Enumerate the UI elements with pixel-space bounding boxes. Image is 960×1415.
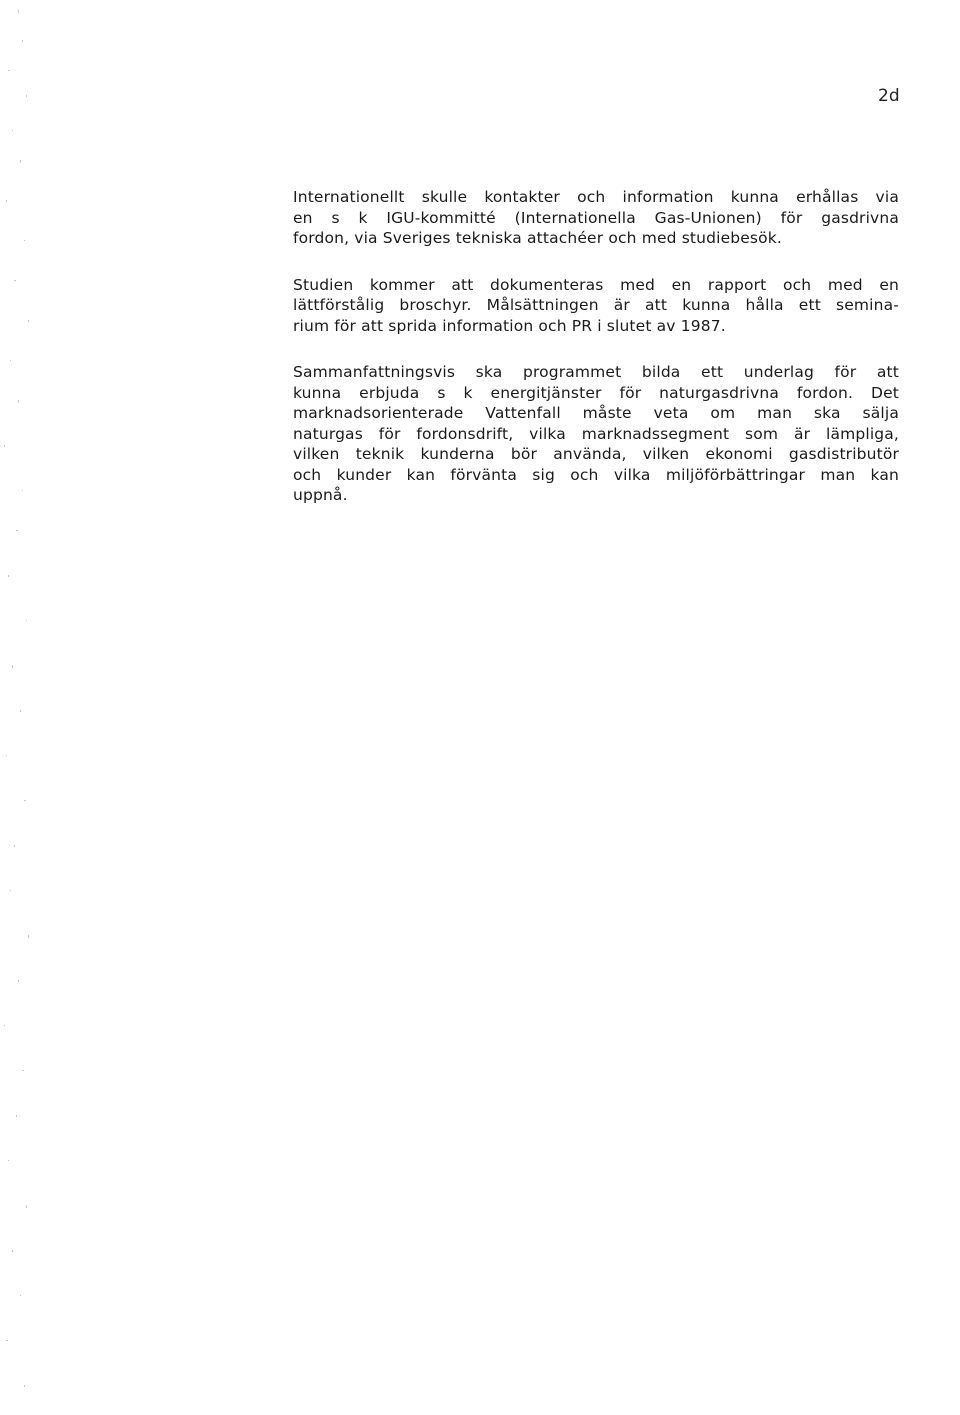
paragraph-line: naturgas för fordonsdrift, vilka marknadssegment som är lämpliga, [293,424,899,443]
paragraph-documentation [293,275,899,337]
paragraph-line: Studien kommer att dokumenteras med en rapport och med en [293,275,899,294]
paragraph-line: kunna erbjuda s k energitjänster för naturgasdrivna fordon. Det [293,383,899,402]
paragraph-line: Internationellt skulle kontakter och information kunna erhållas via [293,188,899,206]
body-text [293,187,899,506]
paragraph-international-contacts [293,187,899,249]
paragraph-line: vilken teknik kunderna bör använda, vilken ekonomi gasdistributör [293,445,899,463]
paragraph-line: och kunder kan förvänta sig och vilka miljöförbättringar man kan [293,465,899,484]
paragraph-line: lättförstålig broschyr. Målsättningen är att kunna hålla ett semina- [293,296,899,314]
paragraph-line: rium för att sprida information och PR i slutet av 1987. [293,316,726,335]
paragraph-spacer [293,336,899,362]
page-number: 2d [878,86,900,106]
paragraph-spacer [293,249,899,275]
paragraph-line: marknadsorienterade Vattenfall måste veta om man ska sälja [293,404,899,422]
paragraph-line: Sammanfattningsvis ska programmet bilda ett underlag för att [293,363,899,381]
paragraph-line: en s k IGU-kommitté (Internationella Gas-Unionen) för gasdrivna [293,208,899,227]
paragraph-line: fordon, via Sveriges tekniska attachéer och med studiebesök. [293,229,782,247]
scan-margin-noise [0,0,40,1415]
paragraph-summary [293,362,899,506]
paragraph-line: uppnå. [293,486,348,504]
